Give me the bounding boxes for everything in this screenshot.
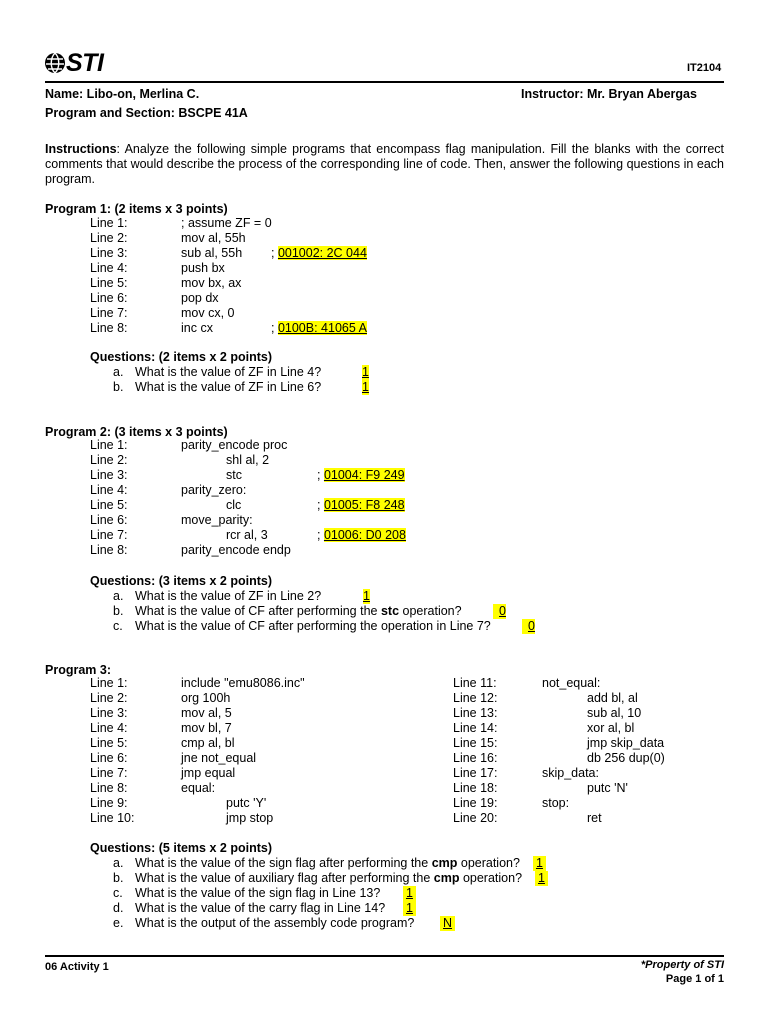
comment-answer: 0100B: 41065 A [277, 321, 367, 335]
header-rule [45, 81, 724, 83]
comment-answer: 001002: 2C 044 [277, 246, 367, 260]
instructions [45, 142, 724, 187]
answer: 1 [533, 856, 546, 871]
question-text-part: What is the value of auxiliary flag after performing the [135, 871, 434, 885]
question-letter: c. [113, 886, 123, 900]
line-number: Line 7: [90, 528, 128, 542]
question-text-part: operation? [457, 856, 520, 870]
question-text-part: What is the value of ZF in Line 2? [135, 589, 322, 603]
question-text-part: What is the value of CF after performing the operation in Line 7? [135, 619, 491, 633]
answer: N [440, 916, 455, 931]
code-text: stop: [542, 796, 570, 810]
line-number: Line 5: [90, 736, 128, 750]
student-name: Name: Libo-on, Merlina C. [45, 87, 200, 101]
code-text: putc 'N' [587, 781, 628, 795]
question-text [135, 604, 462, 619]
question-letter: d. [113, 901, 124, 915]
line-number: Line 11: [453, 676, 497, 690]
line-number: Line 2: [90, 231, 128, 245]
sti-logo [44, 48, 124, 78]
question-text-part: What is the value of the sign flag in Line 13? [135, 886, 381, 900]
program3-title: Program 3: [45, 663, 111, 677]
line-number: Line 17: [453, 766, 498, 780]
code-text: mov cx, 0 [181, 306, 235, 320]
line-number: Line 13: [453, 706, 498, 720]
course-code: IT2104 [687, 62, 722, 74]
answer: 1 [362, 365, 369, 379]
question-text: What is the value of ZF in Line 6? [135, 380, 322, 394]
line-number: Line 14: [453, 721, 498, 735]
line-number: Line 4: [90, 261, 128, 275]
comment-answer: 01005: F8 248 [323, 498, 405, 512]
code-text: jne not_equal [181, 751, 257, 765]
answer: 1 [535, 871, 548, 886]
line-number: Line 4: [90, 483, 128, 497]
program2-title: Program 2: (3 items x 3 points) [45, 425, 228, 439]
question-text [135, 886, 380, 901]
comment-answer: 01006: D0 208 [323, 528, 406, 542]
code-text: add bl, al [587, 691, 638, 705]
question-text [135, 871, 522, 886]
code-comment: ; 01005: F8 248 [317, 498, 405, 512]
code-text: parity_encode endp [181, 543, 291, 557]
code-comment: ; 001002: 2C 044 [271, 246, 367, 260]
question-letter: e. [113, 916, 124, 930]
program1-questions-title: Questions: (2 items x 2 points) [90, 350, 272, 364]
answer: 0 [493, 604, 506, 619]
line-number: Line 10: [90, 811, 135, 825]
code-text: mov bl, 7 [181, 721, 232, 735]
code-text: skip_data: [542, 766, 599, 780]
line-number: Line 3: [90, 246, 128, 260]
question-letter: a. [113, 856, 124, 870]
code-text: pop dx [181, 291, 219, 305]
question-text [135, 916, 414, 931]
question-text [135, 901, 385, 916]
program1-title: Program 1: (2 items x 3 points) [45, 202, 228, 216]
code-text: ; assume ZF = 0 [181, 216, 272, 230]
line-number: Line 1: [90, 216, 128, 230]
question-text [135, 619, 491, 634]
line-number: Line 2: [90, 453, 128, 467]
code-comment: ; 0100B: 41065 A [271, 321, 367, 335]
answer: 1 [362, 380, 369, 394]
line-number: Line 4: [90, 721, 128, 735]
comment-answer: 01004: F9 249 [323, 468, 405, 482]
answer: 1 [403, 886, 416, 901]
question-letter: a. [113, 365, 124, 379]
question-letter: a. [113, 589, 124, 603]
line-number: Line 9: [90, 796, 128, 810]
code-text: shl al, 2 [226, 453, 270, 467]
question-letter: c. [113, 619, 123, 633]
question-letter: b. [113, 604, 124, 618]
logo-text: STI [66, 49, 104, 77]
code-text: jmp equal [181, 766, 236, 780]
code-text: parity_encode proc [181, 438, 288, 452]
question-text [135, 589, 321, 604]
code-text: not_equal: [542, 676, 601, 690]
question-letter: b. [113, 380, 124, 394]
line-number: Line 7: [90, 306, 128, 320]
instructions-text: : Analyze the following simple programs that encompass flag manipulation. Fill the blanks with the correct comments that would describe the process of the corresponding line of code. Then, answer the following questions in each program. [45, 142, 724, 186]
line-number: Line 6: [90, 513, 128, 527]
line-number: Line 19: [453, 796, 498, 810]
question-text: What is the value of ZF in Line 4? [135, 365, 322, 379]
code-text: cmp al, bl [181, 736, 235, 750]
code-text: mov al, 5 [181, 706, 232, 720]
code-text: move_parity: [181, 513, 253, 527]
line-number: Line 1: [90, 438, 128, 452]
code-text: xor al, bl [587, 721, 635, 735]
code-text: rcr al, 3 [226, 528, 268, 542]
footer-rule [45, 955, 724, 957]
line-number: Line 7: [90, 766, 128, 780]
answer: 1 [363, 589, 370, 603]
question-text-part: What is the value of the carry flag in Line 14? [135, 901, 386, 915]
keyword: stc [380, 604, 400, 618]
page-number: Page 1 of 1 [665, 973, 724, 985]
code-text: org 100h [181, 691, 231, 705]
code-text: sub al, 10 [587, 706, 642, 720]
line-number: Line 1: [90, 676, 128, 690]
question-text-part: What is the value of the sign flag after performing the [135, 856, 432, 870]
keyword: cmp [433, 871, 460, 885]
code-text: sub al, 55h [181, 246, 243, 260]
question-text-part: operation? [399, 604, 462, 618]
line-number: Line 20: [453, 811, 498, 825]
line-number: Line 5: [90, 276, 128, 290]
question-text-part: operation? [459, 871, 523, 885]
code-text: include "emu8086.inc" [181, 676, 305, 690]
code-text: jmp stop [226, 811, 274, 825]
line-number: Line 15: [453, 736, 498, 750]
code-text: mov al, 55h [181, 231, 246, 245]
globe-icon [44, 50, 66, 76]
code-comment: ; 01006: D0 208 [317, 528, 406, 542]
code-text: mov bx, ax [181, 276, 242, 290]
program-section: Program and Section: BSCPE 41A [45, 106, 248, 120]
line-number: Line 2: [90, 691, 128, 705]
line-number: Line 8: [90, 781, 128, 795]
instructor-name: Instructor: Mr. Bryan Abergas [521, 87, 697, 101]
code-text: jmp skip_data [587, 736, 665, 750]
line-number: Line 3: [90, 468, 128, 482]
code-text: ret [587, 811, 602, 825]
code-text: push bx [181, 261, 225, 275]
line-number: Line 8: [90, 543, 128, 557]
code-text: putc 'Y' [226, 796, 267, 810]
footer-label: 06 Activity 1 [45, 961, 109, 973]
line-number: Line 12: [453, 691, 498, 705]
code-text: parity_zero: [181, 483, 247, 497]
line-number: Line 3: [90, 706, 128, 720]
line-number: Line 6: [90, 291, 128, 305]
line-number: Line 16: [453, 751, 498, 765]
code-text: stc [226, 468, 242, 482]
code-text: db 256 dup(0) [587, 751, 665, 765]
line-number: Line 5: [90, 498, 128, 512]
keyword: cmp [431, 856, 458, 870]
program3-questions-title: Questions: (5 items x 2 points) [90, 841, 272, 855]
code-text: clc [226, 498, 242, 512]
answer: 1 [403, 901, 416, 916]
code-text: inc cx [181, 321, 213, 335]
question-text [135, 856, 520, 871]
code-comment: ; 01004: F9 249 [317, 468, 405, 482]
question-letter: b. [113, 871, 124, 885]
code-text: equal: [181, 781, 216, 795]
answer: 0 [522, 619, 535, 634]
line-number: Line 6: [90, 751, 128, 765]
property-notice: *Property of STI [640, 959, 724, 971]
question-text-part: What is the value of CF after performing the [135, 604, 381, 618]
question-text-part: What is the output of the assembly code program? [135, 916, 415, 930]
line-number: Line 8: [90, 321, 128, 335]
instructions-label: Instructions [45, 142, 117, 156]
program2-questions-title: Questions: (3 items x 2 points) [90, 574, 272, 588]
line-number: Line 18: [453, 781, 498, 795]
